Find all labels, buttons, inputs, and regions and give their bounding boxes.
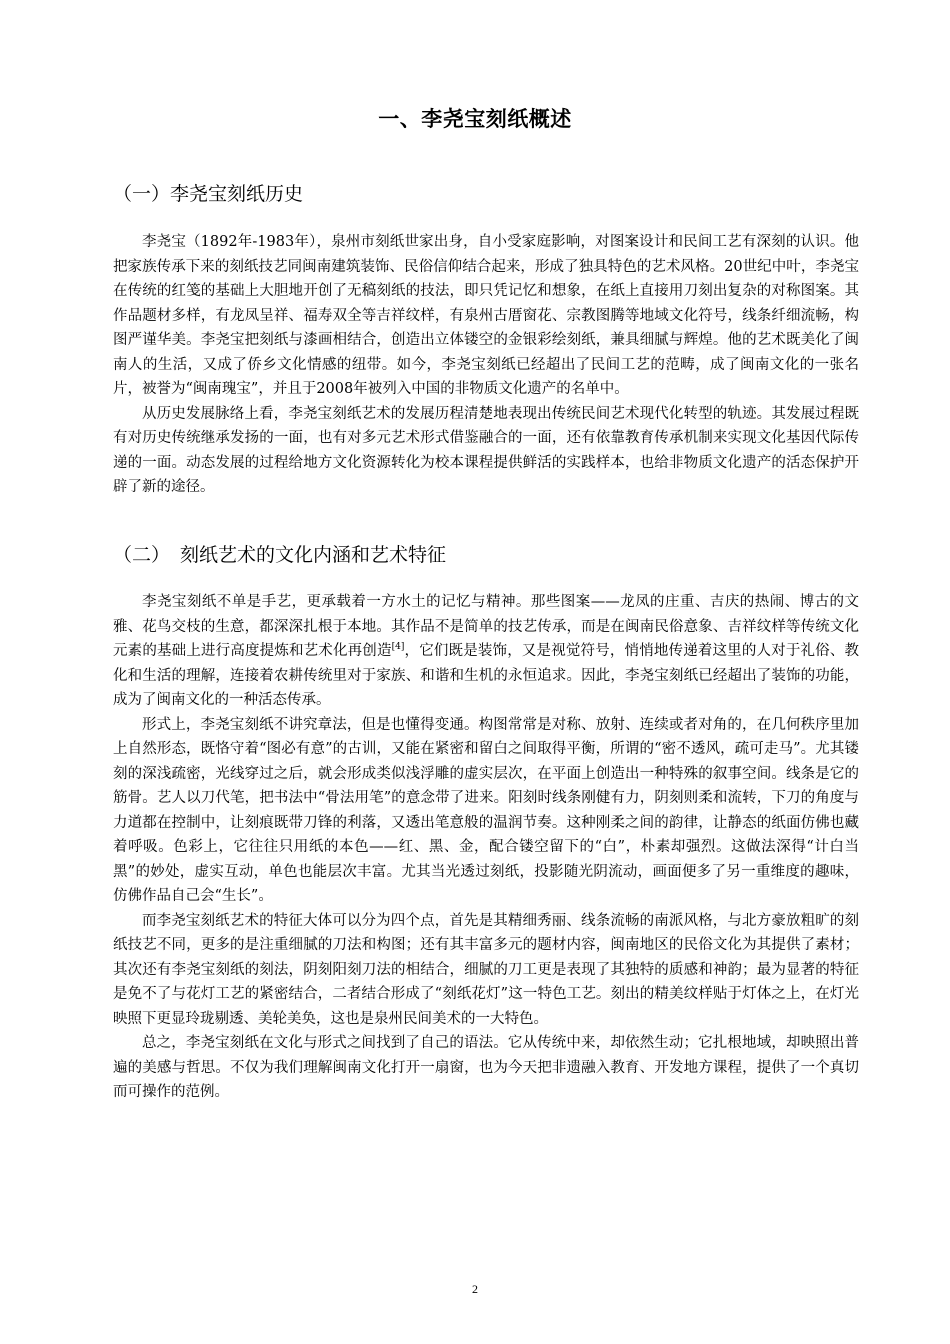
section-1-number: （一） xyxy=(113,183,171,205)
section-2-title: 刻纸艺术的文化内涵和艺术特征 xyxy=(180,544,447,566)
section-1-paragraph-1: 李尧宝（1892年-1983年），泉州市刻纸世家出身，自小受家庭影响，对图案设计和民间工艺有深刻的认识。他把家族传承下来的刻纸技艺同闽南建筑装饰、民俗信仰结合起来，形成了独具特色的艺术风格。20世纪中叶，李尧宝在传统的红笺的基础上大胆地开创了无稿刻纸的技法，即只凭记忆和想象，在纸上直接用刀刻出复杂的对称图案。其作品题材多样，有龙凤呈祥、福寿双全等吉祥纹样，有泉州古厝窗花、宗教图腾等地域文化符号，线条纤细流畅，构图严谨华美。李尧宝把刻纸与漆画相结合，创造出立体镂空的金银彩绘刻纸，兼具细腻与辉煌。他的艺术既美化了闽南人的生活，又成了侨乡文化情感的纽带。如今，李尧宝刻纸已经超出了民间工艺的范畴，成了闽南文化的一张名片，被誉为“闽南瑰宝”，并且于2008年被列入中国的非物质文化遗产的名单中。 xyxy=(113,234,859,397)
page-number: 2 xyxy=(472,1282,478,1296)
section-2-heading xyxy=(113,540,446,567)
section-1-title: 李尧宝刻纸历史 xyxy=(170,183,304,205)
citation-reference[interactable]: [4] xyxy=(391,642,405,653)
paragraph-text: 李尧宝刻纸不单是手艺，更承载着一方水土的记忆与精神。那些图案——龙凤的庄重、吉庆的热闹、博古的文雅、花鸟交枝的生意，都深深扎根于本地。其作品不是简单的技艺传承，而是在闽南民俗意象、吉祥纹样等传统文化元素的基础上进行高度提炼和艺术化再创造 xyxy=(113,594,859,659)
paragraph-text: ，它们既是装饰，又是视觉符号，悄悄地传递着这里的人对于礼俗、教化和生活的理解，连接着农耕传统里对于家族、和谐和生机的永恒追求。因此，李尧宝刻纸已经超出了装饰的功能，成为了闽南文化的一种活态传承。 xyxy=(113,643,860,708)
section-2-paragraph-1 xyxy=(113,590,859,713)
section-1-heading xyxy=(113,179,303,206)
section-2-paragraph-2: 形式上，李尧宝刻纸不讲究章法，但是也懂得变通。构图常常是对称、放射、连续或者对角的，在几何秩序里加上自然形态，既恪守着“图必有意”的古训，又能在紧密和留白之间取得平衡，所谓的“密不透风，疏可走马”。尤其镂刻的深浅疏密，光线穿过之后，就会形成类似浅浮雕的虚实层次，在平面上创造出一种特殊的叙事空间。线条是它的筋骨。艺人以刀代笔，把书法中“骨法用笔”的意念带了进来。阳刻时线条刚健有力，阴刻则柔和流转，下刀的角度与力道都在控制中，让刻痕既带刀锋的利落，又透出笔意般的温润节奏。这种刚柔之间的韵律，让静态的纸面仿佛也藏着呼吸。色彩上，它往往只用纸的本色——红、黑、金，配合镂空留下的“白”，朴素却强烈。这做法深得“计白当黑”的妙处，虚实互动，单色也能层次丰富。尤其当光透过刻纸，投影随光阴流动，画面便多了另一重维度的趣味，仿佛作品自己会“生长”。 xyxy=(113,716,859,904)
section-2-body xyxy=(113,590,859,1105)
section-1-paragraph-2: 从历史发展脉络上看，李尧宝刻纸艺术的发展历程清楚地表现出传统民间艺术现代化转型的轨迹。其发展过程既有对历史传统继承发扬的一面，也有对多元艺术形式借鉴融合的一面，还有依靠教育传承机制来实现文化基因代际传递的一面。动态发展的过程给地方文化资源转化为校本课程提供鲜活的实践样本，也给非物质文化遗产的活态保护开辟了新的途径。 xyxy=(113,405,859,495)
section-2-paragraph-4: 总之，李尧宝刻纸在文化与形式之间找到了自己的语法。它从传统中来，却依然生动；它扎根地域，却映照出普遍的美感与哲思。不仅为我们理解闽南文化打开一扇窗，也为今天把非遗融入教育、开发地方课程，提供了一个真切而可操作的范例。 xyxy=(113,1035,859,1100)
chapter-title: 一、李尧宝刻纸概述 xyxy=(378,107,572,131)
section-1-body xyxy=(113,230,859,500)
section-2-paragraph-3: 而李尧宝刻纸艺术的特征大体可以分为四个点，首先是其精细秀丽、线条流畅的南派风格，与北方豪放粗旷的刻纸技艺不同，更多的是注重细腻的刀法和构图；还有其丰富多元的题材内容，闽南地区的民俗文化为其提供了素材；其次还有李尧宝刻纸的刻法，阴刻阳刻刀法的相结合，细腻的刀工更是表现了其独特的质感和神韵；最为显著的特征是免不了与花灯工艺的紧密结合，二者结合形成了“刻纸花灯”这一特色工艺。刻出的精美纹样贴于灯体之上，在灯光映照下更显玲珑剔透、美轮美奂，这也是泉州民间美术的一大特色。 xyxy=(113,912,859,1027)
section-2-number: （二） xyxy=(113,544,171,566)
